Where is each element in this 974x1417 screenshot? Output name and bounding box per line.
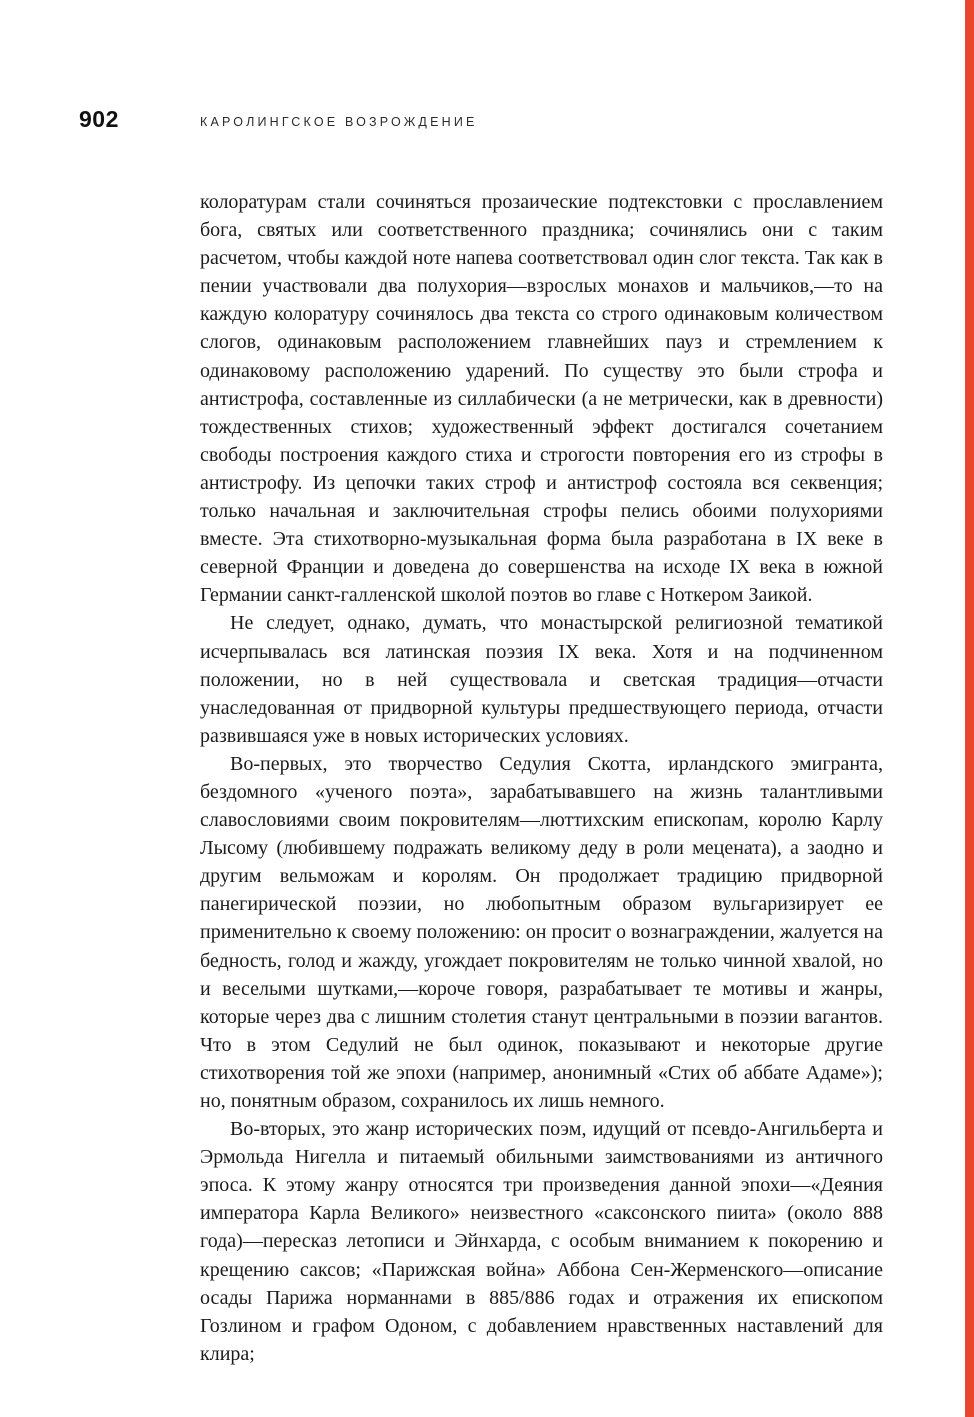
paragraph: Не следует, однако, думать, что монастырской религиозной тематикой исчерпывалась вся латинская поэзия IX века. Хотя и на подчиненном положении, но в ней существовала и светская традиция—отчасти унаследованная от придворной культуры предшествующего периода, отчасти развившаяся уже в новых исторических условиях.	[200, 612, 883, 747]
body-text	[200, 188, 883, 1368]
running-header-title: КАРОЛИНГСКОЕ ВОЗРОЖДЕНИЕ	[200, 115, 478, 129]
paragraph: колоратурам стали сочиняться прозаические подтекстовки с прославлением бога, святых или соответственного праздника; сочинялись они с таким расчетом, чтобы каждой ноте напева соответствовал один слог текста. Так как в пении участвовали два полухория—взрослых монахов и мальчиков,—то на каждую колоратуру сочинялось два текста со строго одинаковым количеством слогов, одинаковым расположением главнейших пауз и стремлением к одинаковому расположению ударений. По существу это были строфа и антистрофа, составленные из силлабически (а не метрически, как в древности) тождественных стихов; художественный эффект достигался сочетанием свободы построения каждого стиха и строгости повторения его из строфы в антистрофу. Из цепочки таких строф и антистроф состояла вся секвенция; только начальная и заключительная строфы пелись обоими полухориями вместе. Эта стихотворно-музыкальная форма была разработана в IX веке в северной Франции и доведена до совершенства на исходе IX века в южной Германии санкт-галленской школой поэтов во главе с Ноткером Заикой.	[200, 191, 883, 607]
paragraph: Во-вторых, это жанр исторических поэм, идущий от псевдо-Ангильберта и Эрмольда Нигелла и питаемый обильными заимствованиями из античного эпоса. К этому жанру относятся три произведения данной эпохи—«Деяния императора Карла Великого» неизвестного «саксонского пиита» (около 888 года)—пересказ летописи и Эйнхарда, с особым вниманием к покорению и крещению саксов; «Парижская война» Аббона Сен-Жерменского—описание осады Парижа норманнами в 885/886 годах и отражения их епископом Гозлином и графом Одоном, с добавлением нравственных наставлений для клира;	[200, 1118, 883, 1365]
page-number: 902	[79, 106, 119, 132]
paragraph: Во-первых, это творчество Седулия Скотта, ирландского эмигранта, бездомного «ученого поэта», зарабатывавшего на жизнь талантливыми славословиями своим покровителям—люттихским епископам, королю Карлу Лысому (любившему подражать великому деду в роли мецената), а заодно и другим вельможам и королям. Он продолжает традицию придворной панегирической поэзии, но любопытным образом вульгаризирует ее применительно к своему положению: он просит о вознаграждении, жалуется на бедность, голод и жажду, угождает покровителям не только чинной хвалой, но и веселыми шутками,—короче говоря, разрабатывает те мотивы и жанры, которые через два с лишним столетия станут центральными в поэзии вагантов. Что в этом Седулий не был одинок, показывают и некоторые другие стихотворения той же эпохи (например, анонимный «Стих об аббате Адаме»); но, понятным образом, сохранилось их лишь немного.	[200, 752, 883, 1112]
page-edge-accent-bar	[965, 0, 974, 1417]
